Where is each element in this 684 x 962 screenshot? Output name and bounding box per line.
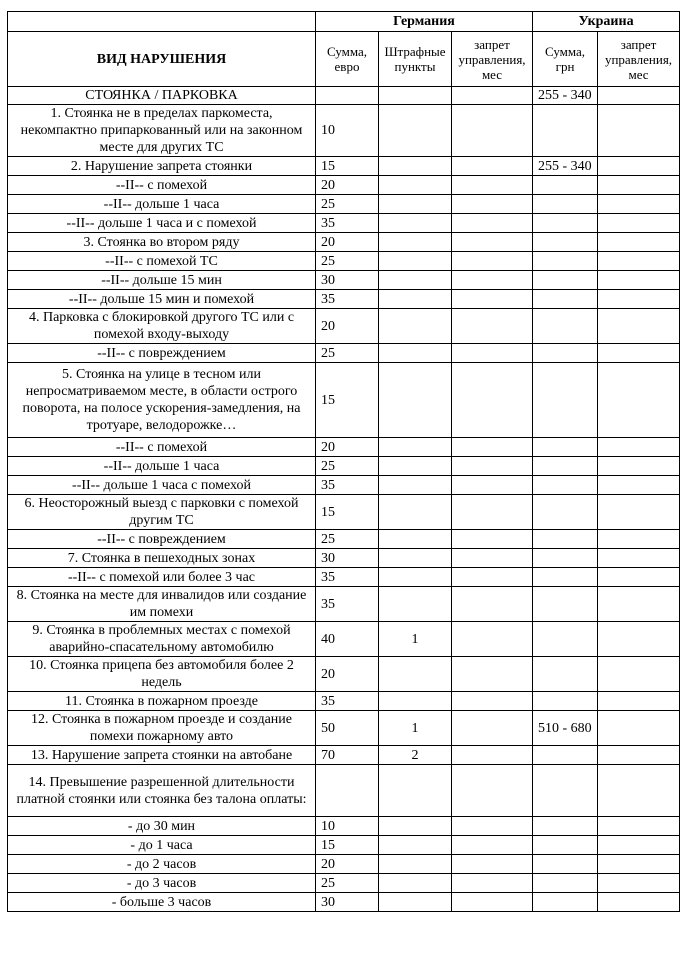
driving-ban-ua-cell	[598, 344, 680, 363]
driving-ban-de-cell	[452, 568, 533, 587]
sum-eur-cell: 10	[316, 817, 379, 836]
germany-header: Германия	[316, 12, 533, 32]
table-row	[8, 363, 680, 438]
violation-cell: 8. Стоянка на месте для инвалидов или создание им помехи	[8, 587, 316, 622]
violation-cell: --II-- с помехой	[8, 176, 316, 195]
sum-uah-cell	[533, 252, 598, 271]
violation-cell: 11. Стоянка в пожарном проезде	[8, 692, 316, 711]
violation-cell: 5. Стоянка на улице в тесном или непросматриваемом месте, в области острого поворота, на полосе ускорения-замедления, на тротуаре, велодорожке…	[8, 363, 316, 438]
violation-cell: --II-- дольше 1 часа и с помехой	[8, 214, 316, 233]
violation-cell: - больше 3 часов	[8, 893, 316, 912]
driving-ban-de-cell	[452, 495, 533, 530]
sum-uah-cell	[533, 195, 598, 214]
penalty-points-cell	[379, 657, 452, 692]
sum-eur-cell: 25	[316, 195, 379, 214]
sum-uah-cell	[533, 657, 598, 692]
violation-cell: 4. Парковка с блокировкой другого ТС или с помехой входу-выходу	[8, 309, 316, 344]
violation-cell: --II-- дольше 1 часа	[8, 457, 316, 476]
driving-ban-ua-cell	[598, 836, 680, 855]
driving-ban-de-cell	[452, 457, 533, 476]
driving-ban-ua-cell	[598, 549, 680, 568]
driving-ban-ua-cell	[598, 495, 680, 530]
sum-uah-cell	[533, 622, 598, 657]
violation-cell: --II-- с повреждением	[8, 530, 316, 549]
sum-uah-cell: 510 - 680	[533, 711, 598, 746]
driving-ban-de-cell	[452, 214, 533, 233]
driving-ban-de-cell	[452, 692, 533, 711]
driving-ban-de-cell	[452, 176, 533, 195]
violation-cell: 6. Неосторожный выезд с парковки с помехой другим ТС	[8, 495, 316, 530]
sum-uah-cell	[533, 290, 598, 309]
sum-eur-header: Сумма, евро	[316, 32, 379, 87]
table-row	[8, 252, 680, 271]
penalty-points-cell	[379, 587, 452, 622]
sum-eur-cell: 20	[316, 233, 379, 252]
driving-ban-de-cell	[452, 252, 533, 271]
table-row	[8, 105, 680, 157]
driving-ban-de-cell	[452, 290, 533, 309]
violation-cell: --II-- дольше 15 мин и помехой	[8, 290, 316, 309]
driving-ban-ua-cell	[598, 214, 680, 233]
sum-eur-cell: 25	[316, 874, 379, 893]
sum-uah-cell	[533, 363, 598, 438]
driving-ban-de-cell	[452, 105, 533, 157]
penalty-points-cell	[379, 363, 452, 438]
sum-eur-cell	[316, 765, 379, 817]
driving-ban-de-cell	[452, 344, 533, 363]
penalty-points-cell	[379, 765, 452, 817]
penalty-points-cell: 1	[379, 711, 452, 746]
table-row	[8, 195, 680, 214]
table-row	[8, 817, 680, 836]
table-row	[8, 893, 680, 912]
ukraine-header: Украина	[533, 12, 680, 32]
blank-header-cell	[8, 12, 316, 32]
driving-ban-de-cell	[452, 874, 533, 893]
penalty-points-cell: 2	[379, 746, 452, 765]
table-row	[8, 587, 680, 622]
sum-eur-cell: 15	[316, 157, 379, 176]
sum-eur-cell: 20	[316, 309, 379, 344]
sum-eur-cell: 35	[316, 692, 379, 711]
sum-uah-cell	[533, 587, 598, 622]
sum-uah-cell	[533, 530, 598, 549]
driving-ban-de-header: запрет управления, мес	[452, 32, 533, 87]
sum-uah-cell	[533, 176, 598, 195]
penalty-points-cell	[379, 105, 452, 157]
driving-ban-ua-cell	[598, 622, 680, 657]
sum-eur-cell: 35	[316, 290, 379, 309]
sum-eur-cell: 30	[316, 549, 379, 568]
sum-uah-cell	[533, 271, 598, 290]
table-row	[8, 746, 680, 765]
penalty-points-cell	[379, 271, 452, 290]
driving-ban-de-cell	[452, 836, 533, 855]
table-row	[8, 657, 680, 692]
sum-uah-cell	[533, 855, 598, 874]
sum-eur-cell: 25	[316, 344, 379, 363]
sum-uah-header: Сумма, грн	[533, 32, 598, 87]
penalty-points-cell	[379, 438, 452, 457]
driving-ban-de-cell	[452, 476, 533, 495]
sum-uah-cell	[533, 874, 598, 893]
sum-uah-cell: 255 - 340	[533, 87, 598, 105]
driving-ban-ua-cell	[598, 195, 680, 214]
driving-ban-ua-cell	[598, 817, 680, 836]
table-row	[8, 87, 680, 105]
penalty-points-header: Штрафные пункты	[379, 32, 452, 87]
driving-ban-ua-cell	[598, 874, 680, 893]
penalty-points-cell	[379, 817, 452, 836]
sum-uah-cell	[533, 309, 598, 344]
column-header-row	[8, 32, 680, 87]
table-row	[8, 214, 680, 233]
driving-ban-ua-header: запрет управления, мес	[598, 32, 680, 87]
driving-ban-ua-cell	[598, 87, 680, 105]
sum-uah-cell	[533, 746, 598, 765]
driving-ban-de-cell	[452, 765, 533, 817]
violation-cell: 12. Стоянка в пожарном проезде и создание помехи пожарному авто	[8, 711, 316, 746]
sum-uah-cell	[533, 836, 598, 855]
penalty-points-cell	[379, 476, 452, 495]
violation-cell: 9. Стоянка в проблемных местах с помехой аварийно-спасательному автомобилю	[8, 622, 316, 657]
sum-uah-cell	[533, 105, 598, 157]
table-row	[8, 309, 680, 344]
violation-cell: --II-- с помехой	[8, 438, 316, 457]
sum-eur-cell	[316, 87, 379, 105]
sum-eur-cell: 15	[316, 363, 379, 438]
sum-uah-cell	[533, 893, 598, 912]
driving-ban-de-cell	[452, 622, 533, 657]
table-row	[8, 457, 680, 476]
sum-eur-cell: 25	[316, 252, 379, 271]
table-row	[8, 290, 680, 309]
sum-uah-cell	[533, 344, 598, 363]
table-row	[8, 157, 680, 176]
driving-ban-ua-cell	[598, 105, 680, 157]
sum-uah-cell	[533, 568, 598, 587]
fines-table	[7, 11, 680, 912]
driving-ban-de-cell	[452, 530, 533, 549]
driving-ban-de-cell	[452, 893, 533, 912]
violation-cell: - до 1 часа	[8, 836, 316, 855]
violation-cell: 14. Превышение разрешенной длительности платной стоянки или стоянка без талона оплаты:	[8, 765, 316, 817]
violation-cell: --II-- с помехой ТС	[8, 252, 316, 271]
table-row	[8, 476, 680, 495]
driving-ban-de-cell	[452, 195, 533, 214]
driving-ban-ua-cell	[598, 290, 680, 309]
table-row	[8, 568, 680, 587]
sum-eur-cell: 35	[316, 214, 379, 233]
driving-ban-ua-cell	[598, 457, 680, 476]
penalty-points-cell	[379, 309, 452, 344]
driving-ban-ua-cell	[598, 568, 680, 587]
sum-uah-cell	[533, 692, 598, 711]
penalty-points-cell	[379, 233, 452, 252]
penalty-points-cell	[379, 836, 452, 855]
penalty-points-cell	[379, 893, 452, 912]
driving-ban-ua-cell	[598, 587, 680, 622]
violation-cell: 13. Нарушение запрета стоянки на автобане	[8, 746, 316, 765]
driving-ban-de-cell	[452, 587, 533, 622]
penalty-points-cell	[379, 855, 452, 874]
violation-cell: 2. Нарушение запрета стоянки	[8, 157, 316, 176]
driving-ban-ua-cell	[598, 476, 680, 495]
driving-ban-de-cell	[452, 271, 533, 290]
sum-eur-cell: 50	[316, 711, 379, 746]
sum-uah-cell	[533, 765, 598, 817]
driving-ban-de-cell	[452, 817, 533, 836]
violation-cell: --II-- дольше 1 часа	[8, 195, 316, 214]
violation-type-header: ВИД НАРУШЕНИЯ	[8, 32, 316, 87]
violation-cell: --II-- с помехой или более 3 час	[8, 568, 316, 587]
sum-eur-cell: 20	[316, 176, 379, 195]
penalty-points-cell	[379, 176, 452, 195]
penalty-points-cell	[379, 549, 452, 568]
table-row	[8, 495, 680, 530]
driving-ban-de-cell	[452, 157, 533, 176]
driving-ban-ua-cell	[598, 765, 680, 817]
table-row	[8, 855, 680, 874]
table-row	[8, 530, 680, 549]
table-row	[8, 233, 680, 252]
penalty-points-cell: 1	[379, 622, 452, 657]
table-row	[8, 438, 680, 457]
penalty-points-cell	[379, 495, 452, 530]
sum-eur-cell: 35	[316, 476, 379, 495]
sum-eur-cell: 40	[316, 622, 379, 657]
driving-ban-ua-cell	[598, 438, 680, 457]
table-row	[8, 711, 680, 746]
table-row	[8, 692, 680, 711]
sum-eur-cell: 25	[316, 457, 379, 476]
sum-uah-cell	[533, 495, 598, 530]
driving-ban-ua-cell	[598, 252, 680, 271]
penalty-points-cell	[379, 252, 452, 271]
sum-eur-cell: 30	[316, 271, 379, 290]
sum-uah-cell	[533, 549, 598, 568]
penalty-points-cell	[379, 290, 452, 309]
penalty-points-cell	[379, 457, 452, 476]
violation-cell: 1. Стоянка не в пределах паркоместа, некомпактно припаркованный или на законном месте для других ТС	[8, 105, 316, 157]
driving-ban-de-cell	[452, 549, 533, 568]
penalty-points-cell	[379, 344, 452, 363]
table-row	[8, 622, 680, 657]
driving-ban-ua-cell	[598, 157, 680, 176]
penalty-points-cell	[379, 87, 452, 105]
violation-cell: --II-- с повреждением	[8, 344, 316, 363]
penalty-points-cell	[379, 214, 452, 233]
violation-cell: - до 30 мин	[8, 817, 316, 836]
violation-cell: --II-- дольше 15 мин	[8, 271, 316, 290]
driving-ban-ua-cell	[598, 855, 680, 874]
table-row	[8, 836, 680, 855]
driving-ban-ua-cell	[598, 176, 680, 195]
driving-ban-ua-cell	[598, 233, 680, 252]
penalty-points-cell	[379, 530, 452, 549]
driving-ban-de-cell	[452, 657, 533, 692]
driving-ban-de-cell	[452, 711, 533, 746]
violation-cell: - до 3 часов	[8, 874, 316, 893]
violation-cell: 3. Стоянка во втором ряду	[8, 233, 316, 252]
driving-ban-ua-cell	[598, 746, 680, 765]
sum-eur-cell: 20	[316, 657, 379, 692]
violation-cell: - до 2 часов	[8, 855, 316, 874]
driving-ban-ua-cell	[598, 692, 680, 711]
penalty-points-cell	[379, 692, 452, 711]
sum-eur-cell: 20	[316, 855, 379, 874]
violation-cell: 7. Стоянка в пешеходных зонах	[8, 549, 316, 568]
driving-ban-ua-cell	[598, 893, 680, 912]
driving-ban-de-cell	[452, 309, 533, 344]
driving-ban-de-cell	[452, 363, 533, 438]
sum-uah-cell: 255 - 340	[533, 157, 598, 176]
penalty-points-cell	[379, 568, 452, 587]
driving-ban-ua-cell	[598, 363, 680, 438]
table-row	[8, 271, 680, 290]
sum-eur-cell: 15	[316, 495, 379, 530]
sum-uah-cell	[533, 457, 598, 476]
sum-eur-cell: 35	[316, 568, 379, 587]
sum-eur-cell: 30	[316, 893, 379, 912]
penalty-points-cell	[379, 195, 452, 214]
table-row	[8, 176, 680, 195]
violation-cell: СТОЯНКА / ПАРКОВКА	[8, 87, 316, 105]
sum-uah-cell	[533, 233, 598, 252]
table-row	[8, 874, 680, 893]
sum-eur-cell: 70	[316, 746, 379, 765]
table-row	[8, 765, 680, 817]
country-header-row	[8, 12, 680, 32]
driving-ban-ua-cell	[598, 657, 680, 692]
driving-ban-de-cell	[452, 855, 533, 874]
violation-cell: --II-- дольше 1 часа с помехой	[8, 476, 316, 495]
driving-ban-de-cell	[452, 438, 533, 457]
sum-eur-cell: 10	[316, 105, 379, 157]
fines-table-body	[8, 87, 680, 912]
driving-ban-ua-cell	[598, 711, 680, 746]
driving-ban-ua-cell	[598, 271, 680, 290]
penalty-points-cell	[379, 874, 452, 893]
sum-uah-cell	[533, 438, 598, 457]
sum-eur-cell: 25	[316, 530, 379, 549]
driving-ban-de-cell	[452, 233, 533, 252]
table-row	[8, 344, 680, 363]
penalty-points-cell	[379, 157, 452, 176]
sum-eur-cell: 15	[316, 836, 379, 855]
sum-eur-cell: 35	[316, 587, 379, 622]
sum-eur-cell: 20	[316, 438, 379, 457]
sum-uah-cell	[533, 476, 598, 495]
table-row	[8, 549, 680, 568]
driving-ban-ua-cell	[598, 530, 680, 549]
driving-ban-ua-cell	[598, 309, 680, 344]
driving-ban-de-cell	[452, 87, 533, 105]
sum-uah-cell	[533, 214, 598, 233]
violation-cell: 10. Стоянка прицепа без автомобиля более 2 недель	[8, 657, 316, 692]
driving-ban-de-cell	[452, 746, 533, 765]
sum-uah-cell	[533, 817, 598, 836]
